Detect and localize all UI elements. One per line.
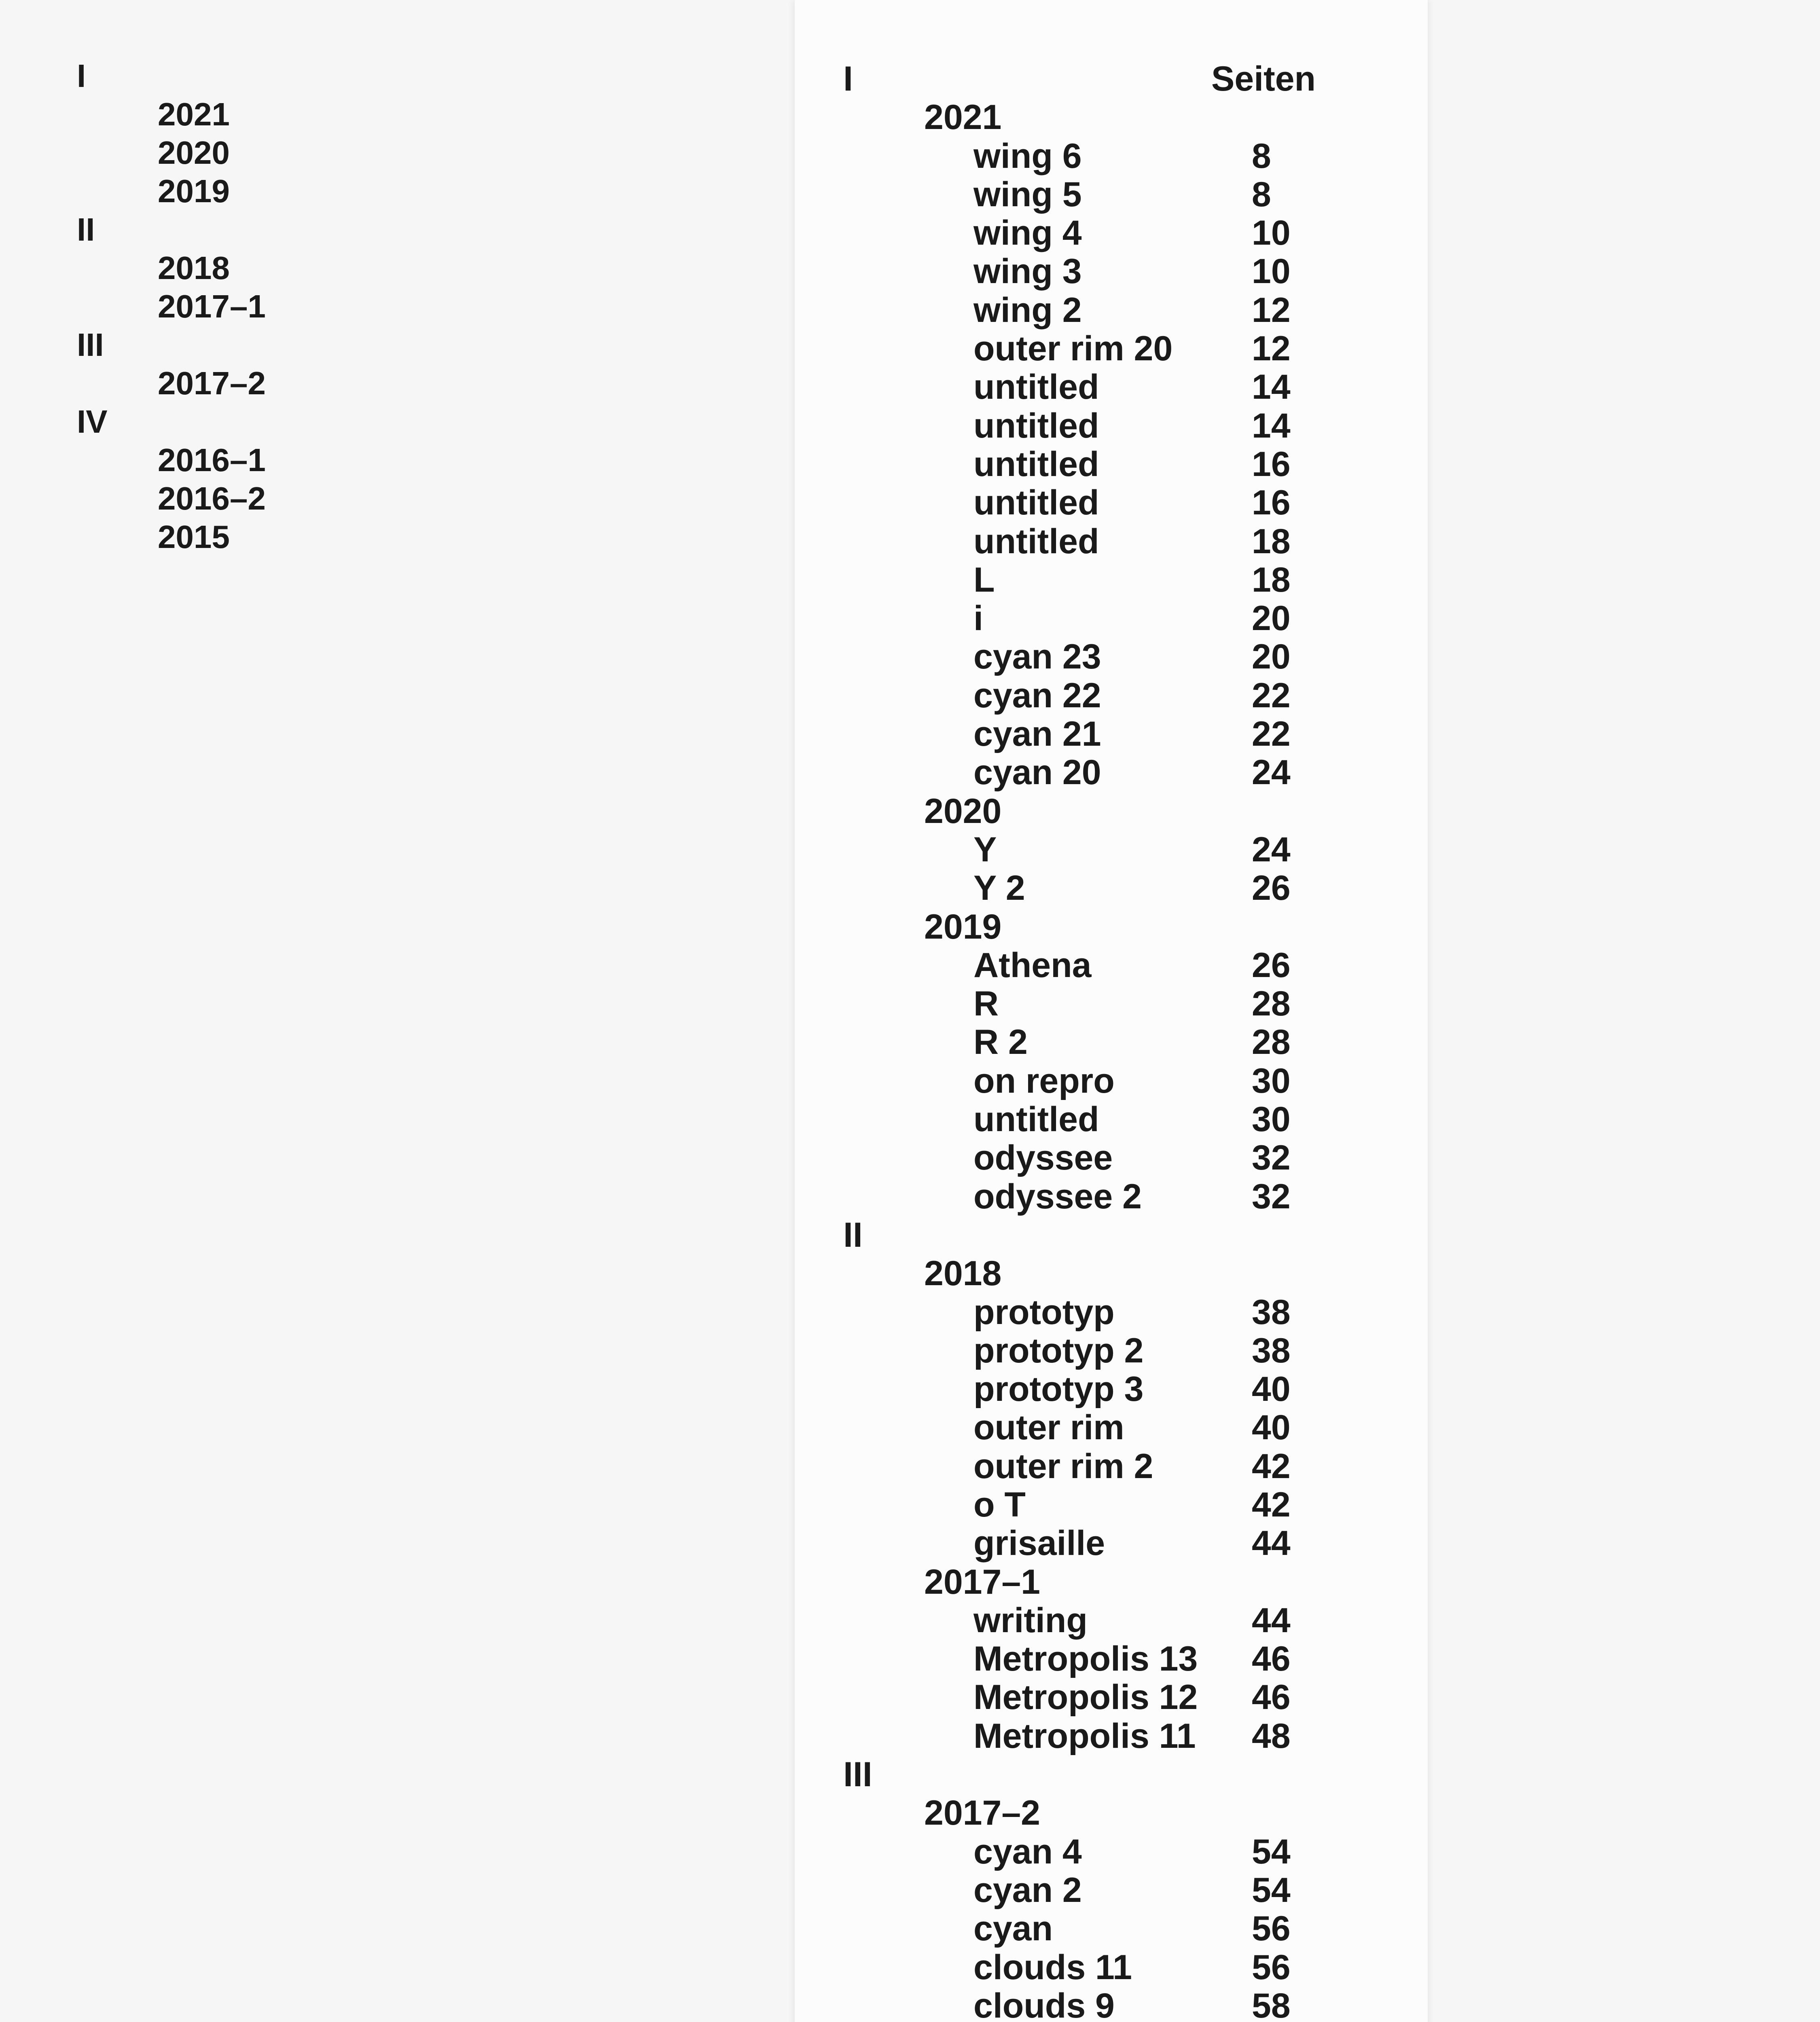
toc-work-label: wing 6 [973, 136, 1082, 176]
toc-year-row [843, 1794, 1377, 1832]
toc-page-number: 18 [1252, 522, 1291, 561]
toc-page-number: 38 [1252, 1331, 1291, 1370]
contents-strip [795, 0, 1428, 2022]
toc-section-row [843, 1216, 1377, 1254]
toc-year-row [843, 792, 1377, 831]
toc-page-number: 16 [1252, 444, 1291, 484]
toc-year-label: 2018 [924, 1254, 1002, 1293]
toc-page-number: 40 [1252, 1370, 1291, 1409]
toc-page-number: 48 [1252, 1716, 1291, 1756]
toc-work-row [843, 1910, 1377, 1948]
toc-work-row [843, 137, 1377, 176]
toc-work-label: Metropolis 11 [973, 1716, 1196, 1756]
toc-work-label: untitled [973, 1100, 1099, 1139]
toc-work-row [843, 1948, 1377, 1987]
toc-work-label: odyssee 2 [973, 1177, 1142, 1216]
toc-work-row [843, 753, 1377, 792]
overview-year: 2017–1 [158, 288, 266, 324]
toc-work-label: wing 5 [973, 175, 1082, 214]
toc-page-number: 26 [1252, 869, 1291, 908]
toc-year-label: 2019 [924, 907, 1002, 946]
toc-page-number: 10 [1252, 214, 1291, 253]
toc-work-label: writing [973, 1601, 1088, 1640]
toc-work-row [843, 985, 1377, 1023]
toc-work-row [843, 368, 1377, 406]
table-of-contents [843, 60, 1377, 2022]
toc-work-label: untitled [973, 406, 1099, 445]
toc-work-row [843, 946, 1377, 985]
toc-work-label: prototyp 2 [973, 1331, 1144, 1370]
toc-work-row [843, 1717, 1377, 1756]
toc-page-number: 46 [1252, 1639, 1291, 1679]
toc-work-label: on repro [973, 1061, 1115, 1100]
toc-work-label: wing 3 [973, 252, 1082, 291]
overview-year: 2015 [158, 519, 230, 555]
toc-work-label: cyan 4 [973, 1832, 1082, 1871]
toc-work-label: L [973, 560, 995, 599]
toc-work-label: odyssee [973, 1138, 1113, 1178]
toc-work-row [843, 1139, 1377, 1177]
toc-work-row [843, 1987, 1377, 2022]
toc-work-row [843, 1486, 1377, 1524]
toc-work-row [843, 599, 1377, 638]
toc-first-section: I [843, 59, 853, 98]
toc-work-label: clouds 11 [973, 1948, 1132, 1987]
toc-work-row [843, 1409, 1377, 1447]
toc-page-number: 12 [1252, 290, 1291, 330]
toc-year-label: 2021 [924, 98, 1002, 137]
toc-year-label: 2017–2 [924, 1794, 1040, 1833]
toc-work-label: Y 2 [973, 869, 1025, 908]
section-overview [77, 57, 266, 556]
toc-page-number: 24 [1252, 753, 1291, 792]
toc-work-label: untitled [973, 483, 1099, 522]
toc-page-number: 28 [1252, 1023, 1291, 1062]
toc-page-number: 24 [1252, 830, 1291, 869]
toc-work-row [843, 1447, 1377, 1486]
toc-work-row [843, 330, 1377, 368]
toc-page-number: 40 [1252, 1408, 1291, 1447]
toc-page-number: 20 [1252, 599, 1291, 638]
toc-work-row [843, 1678, 1377, 1717]
toc-work-label: cyan 23 [973, 637, 1101, 677]
toc-work-label: outer rim [973, 1408, 1124, 1447]
toc-header [843, 60, 1377, 98]
overview-section: II [77, 212, 95, 247]
toc-page-number: 42 [1252, 1447, 1291, 1486]
toc-year-label: 2020 [924, 791, 1002, 831]
toc-year-row [843, 98, 1377, 137]
toc-page-number: 44 [1252, 1601, 1291, 1640]
toc-page-number: 54 [1252, 1870, 1291, 1910]
toc-work-row [843, 1332, 1377, 1370]
toc-work-row [843, 1023, 1377, 1062]
toc-work-label: prototyp [973, 1292, 1115, 1332]
toc-work-row [843, 1833, 1377, 1871]
toc-year-row [843, 908, 1377, 946]
toc-work-row [843, 638, 1377, 676]
toc-work-label: untitled [973, 368, 1099, 407]
toc-work-label: cyan 2 [973, 1870, 1082, 1910]
toc-page-number: 14 [1252, 368, 1291, 407]
toc-year-row [843, 1254, 1377, 1293]
toc-work-row [843, 1062, 1377, 1100]
toc-work-label: wing 2 [973, 290, 1082, 330]
overview-section: I [77, 58, 86, 94]
toc-page-number: 16 [1252, 483, 1291, 522]
toc-work-label: Metropolis 12 [973, 1678, 1198, 1717]
toc-work-label: Athena [973, 945, 1092, 985]
toc-work-row [843, 869, 1377, 907]
overview-section: III [77, 327, 104, 363]
toc-page-number: 28 [1252, 984, 1291, 1024]
toc-work-row [843, 1640, 1377, 1678]
toc-year-row [843, 1563, 1377, 1601]
toc-work-label: clouds 9 [973, 1986, 1115, 2022]
toc-work-row [843, 677, 1377, 715]
toc-page-number: 46 [1252, 1678, 1291, 1717]
toc-page-number: 18 [1252, 560, 1291, 599]
toc-work-row [843, 1178, 1377, 1216]
toc-section-label: III [843, 1755, 872, 1794]
toc-work-label: outer rim 2 [973, 1447, 1153, 1486]
toc-page-number: 56 [1252, 1948, 1291, 1987]
toc-page-number: 56 [1252, 1909, 1291, 1948]
toc-page-number: 8 [1252, 136, 1271, 176]
toc-work-label: Y [973, 830, 997, 869]
toc-work-row [843, 1524, 1377, 1563]
toc-page-number: 8 [1252, 175, 1271, 214]
toc-section-row [843, 1756, 1377, 1794]
toc-work-row [843, 1370, 1377, 1409]
toc-work-label: cyan 20 [973, 753, 1101, 792]
overview-year: 2017–2 [158, 365, 266, 401]
toc-year-label: 2017–1 [924, 1562, 1040, 1601]
toc-page-number: 32 [1252, 1177, 1291, 1216]
toc-page-number: 20 [1252, 637, 1291, 677]
toc-work-row [843, 484, 1377, 522]
overview-year: 2016–2 [158, 480, 266, 516]
toc-page-number: 26 [1252, 945, 1291, 985]
overview-section: IV [77, 404, 108, 440]
toc-page-number: 12 [1252, 329, 1291, 368]
toc-work-label: i [973, 599, 983, 638]
toc-work-row [843, 1601, 1377, 1640]
overview-year: 2018 [158, 250, 230, 286]
toc-section-label: II [843, 1215, 863, 1254]
toc-page-number: 54 [1252, 1832, 1291, 1871]
toc-work-label: R 2 [973, 1023, 1028, 1062]
toc-work-row [843, 1871, 1377, 1910]
toc-work-row [843, 1100, 1377, 1139]
toc-work-label: R [973, 984, 999, 1024]
toc-work-row [843, 291, 1377, 330]
toc-work-row [843, 176, 1377, 214]
toc-page-number: 42 [1252, 1485, 1291, 1524]
toc-work-row [843, 522, 1377, 561]
toc-work-label: Metropolis 13 [973, 1639, 1198, 1679]
pages-column-heading: Seiten [1211, 59, 1316, 98]
toc-page-number: 14 [1252, 406, 1291, 445]
toc-work-row [843, 214, 1377, 252]
toc-work-label: prototyp 3 [973, 1370, 1144, 1409]
toc-page-number: 22 [1252, 676, 1291, 715]
overview-year: 2021 [158, 96, 230, 132]
toc-work-label: o T [973, 1485, 1026, 1524]
toc-work-label: wing 4 [973, 214, 1082, 253]
toc-work-row [843, 715, 1377, 753]
toc-work-row [843, 407, 1377, 445]
toc-page-number: 32 [1252, 1138, 1291, 1178]
toc-work-row [843, 831, 1377, 869]
toc-work-row [843, 445, 1377, 484]
overview-year: 2019 [158, 173, 230, 209]
toc-work-row [843, 252, 1377, 291]
toc-work-label: untitled [973, 522, 1099, 561]
toc-page-number: 22 [1252, 715, 1291, 754]
toc-work-row [843, 1293, 1377, 1332]
toc-work-row [843, 561, 1377, 599]
toc-page-number: 10 [1252, 252, 1291, 291]
toc-work-label: cyan 21 [973, 715, 1101, 754]
toc-work-label: untitled [973, 444, 1099, 484]
toc-work-label: cyan [973, 1909, 1053, 1948]
toc-page-number: 58 [1252, 1986, 1291, 2022]
toc-page-number: 38 [1252, 1292, 1291, 1332]
toc-page-number: 30 [1252, 1061, 1291, 1100]
overview-year: 2020 [158, 135, 230, 171]
toc-work-label: grisaille [973, 1524, 1105, 1563]
toc-work-label: cyan 22 [973, 676, 1101, 715]
toc-page-number: 30 [1252, 1100, 1291, 1139]
toc-work-label: outer rim 20 [973, 329, 1173, 368]
toc-page-number: 44 [1252, 1524, 1291, 1563]
overview-year: 2016–1 [158, 442, 266, 478]
